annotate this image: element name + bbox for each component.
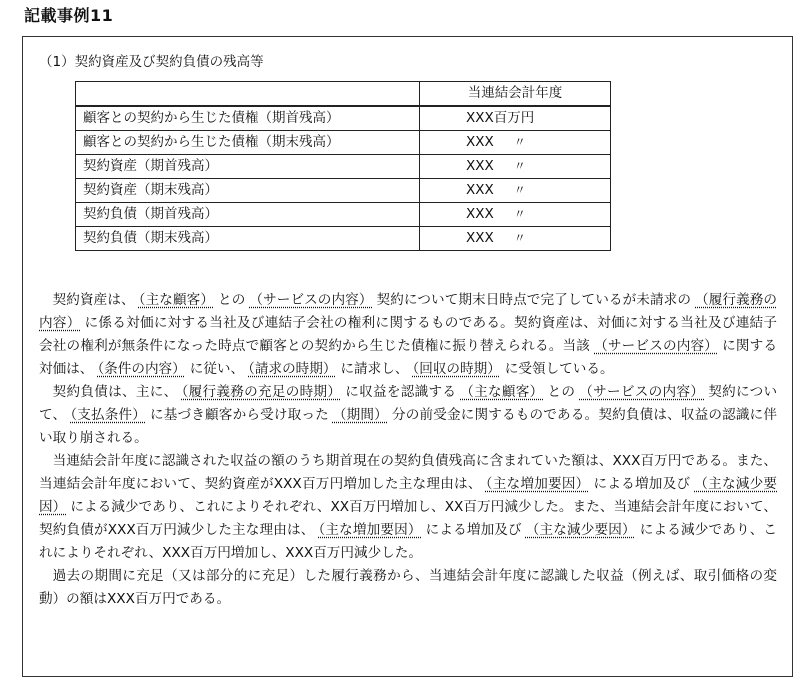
table-header-row bbox=[76, 82, 611, 107]
placeholder-service-content: （サービスの内容） bbox=[249, 292, 373, 308]
table-row bbox=[76, 227, 611, 251]
placeholder-period: （期間） bbox=[332, 407, 388, 423]
placeholder-main-customer: （主な顧客） bbox=[138, 292, 215, 308]
table-row bbox=[76, 106, 611, 131]
text-run: 過去の期間に充足（又は部分的に充足）した履行義務から、当連結会計年度に認識した収益（例えば、取引価格の変動）の額はXXX百万円である。 bbox=[39, 568, 777, 607]
placeholder-payment-terms: （支払条件） bbox=[70, 407, 147, 423]
table-row bbox=[76, 131, 611, 155]
text-run: に従い、 bbox=[189, 361, 245, 377]
text-run: に基づき顧客から受け取った bbox=[150, 407, 329, 423]
row-amount bbox=[420, 155, 611, 179]
section-heading: （1）契約資産及び契約負債の残高等 bbox=[39, 54, 264, 70]
amount-value: XXX bbox=[466, 134, 494, 150]
placeholder-main-customer: （主な顧客） bbox=[460, 384, 544, 400]
row-item: 顧客との契約から生じた債権（期末残高） bbox=[76, 131, 420, 155]
text-run: による減少であり、これによりそれぞれ、XX百万円増加し、XX百万円減少した。また、当連結会計年度において、契約負債がXXX百万円減少した主な理由は、 bbox=[39, 499, 778, 538]
row-item: 契約資産（期首残高） bbox=[76, 155, 420, 179]
placeholder-decrease-factor: （主な減少要因） bbox=[525, 522, 636, 538]
placeholder-increase-factor: （主な増加要因） bbox=[318, 522, 422, 538]
text-run: 契約資産は、 bbox=[52, 292, 135, 308]
text-run: 当連結会計年度に認識された収益の額のうち期首現在の契約負債残高に含まれていた額は、XXX百万円である。また、当連結会計年度において、契約資産がXXX百万円増加した主な理由は、 bbox=[39, 453, 777, 492]
text-run: に関する対価は、 bbox=[39, 338, 778, 377]
row-item: 顧客との契約から生じた債権（期首残高） bbox=[76, 106, 420, 131]
row-amount bbox=[420, 131, 611, 155]
paragraph-contract-assets bbox=[39, 289, 777, 381]
table-row bbox=[76, 203, 611, 227]
row-item: 契約負債（期首残高） bbox=[76, 203, 420, 227]
body-text bbox=[39, 289, 777, 611]
amount-value: XXX bbox=[466, 206, 494, 222]
example-title: 記載事例11 bbox=[24, 6, 114, 25]
ditto-mark: 〃 bbox=[513, 135, 526, 149]
text-run: 契約について、 bbox=[39, 384, 778, 423]
table-header-blank bbox=[76, 82, 420, 107]
table-row bbox=[76, 155, 611, 179]
text-run: に請求し、 bbox=[340, 361, 409, 377]
row-item: 契約資産（期末残高） bbox=[76, 179, 420, 203]
amount-value: XXX bbox=[466, 230, 494, 246]
placeholder-performance-obligation: （履行義務の内容） bbox=[39, 292, 778, 331]
text-run: に受領している。 bbox=[504, 361, 614, 377]
paragraph-balance-changes bbox=[39, 450, 777, 565]
placeholder-satisfaction-timing: （履行義務の充足の時期） bbox=[181, 384, 342, 400]
placeholder-service-content: （サービスの内容） bbox=[594, 338, 719, 354]
placeholder-increase-factor: （主な増加要因） bbox=[485, 476, 590, 492]
example-frame bbox=[22, 36, 793, 677]
text-run: との bbox=[218, 292, 246, 308]
row-amount bbox=[420, 227, 611, 251]
ditto-mark: 〃 bbox=[513, 231, 526, 245]
text-run: に係る対価に対する当社及び連結子会社の権利に関するものである。契約資産は、対価に対する当社及び連結子会社の権利が無条件になった時点で顧客との契約から生じた債権に振り替えられる。当該 bbox=[39, 315, 777, 354]
placeholder-service-content: （サービスの内容） bbox=[579, 384, 705, 400]
row-amount bbox=[420, 203, 611, 227]
text-run: 契約について期末日時点で完了しているが未請求の bbox=[376, 292, 692, 308]
placeholder-condition-content: （条件の内容） bbox=[97, 361, 186, 377]
table-row bbox=[76, 179, 611, 203]
paragraph-contract-liabilities bbox=[39, 381, 777, 450]
column-header-current-year: 当連結会計年度 bbox=[420, 82, 611, 107]
ditto-mark: 〃 bbox=[513, 207, 526, 221]
paragraph-prior-period-revenue bbox=[39, 565, 777, 611]
row-item: 契約負債（期末残高） bbox=[76, 227, 420, 251]
row-amount bbox=[420, 106, 611, 131]
text-run: による減少であり、これによりそれぞれ、XXX百万円増加し、XXX百万円減少した。 bbox=[39, 522, 778, 561]
row-amount bbox=[420, 179, 611, 203]
text-run: による増加及び bbox=[593, 476, 691, 492]
amount-value: XXX百万円 bbox=[466, 110, 535, 126]
text-run: 分の前受金に関するものである。契約負債は、収益の認識に伴い取り崩される。 bbox=[39, 407, 778, 446]
placeholder-decrease-factor: （主な減少要因） bbox=[39, 476, 778, 515]
amount-value: XXX bbox=[466, 158, 494, 174]
balance-table bbox=[75, 81, 611, 251]
placeholder-collection-timing: （回収の時期） bbox=[412, 361, 501, 377]
text-run: による増加及び bbox=[425, 522, 522, 538]
ditto-mark: 〃 bbox=[513, 159, 526, 173]
amount-value: XXX bbox=[466, 182, 494, 198]
ditto-mark: 〃 bbox=[513, 183, 526, 197]
text-run: に収益を認識する bbox=[345, 384, 457, 400]
placeholder-billing-timing: （請求の時期） bbox=[248, 361, 337, 377]
text-run: 契約負債は、主に、 bbox=[52, 384, 178, 400]
text-run: との bbox=[547, 384, 576, 400]
